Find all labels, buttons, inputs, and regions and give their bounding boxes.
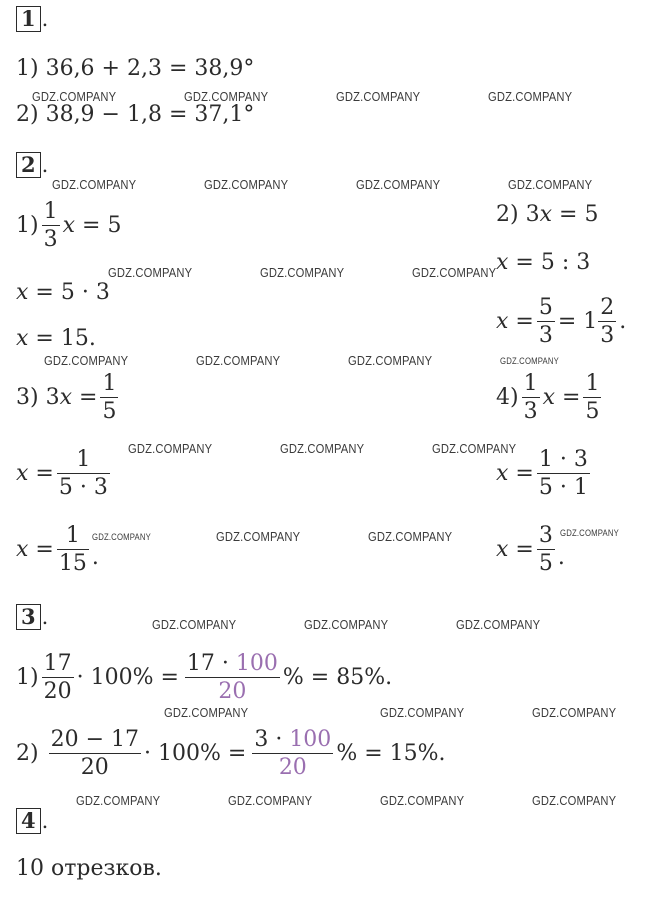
watermark: GDZ.COMPANY: [280, 441, 365, 456]
task2-part3-equation: 3) 3 x = $\frac{1}{5}$: [16, 371, 117, 425]
watermark: GDZ.COMPANY: [204, 177, 289, 192]
task2-part2-step2: x = $\frac{5}{3}$ = 1 $\frac{2}{3}$ .: [496, 295, 627, 349]
task3-line1: 1) $\frac{17}{20}$ · 100% = $\frac{17 \cdot 100}{20}$ % = 85%.: [16, 651, 393, 705]
watermark: GDZ.COMPANY: [76, 793, 161, 808]
task2-part2-step1: x = 5 : 3: [496, 250, 591, 275]
task2-part1-equation: 1) $\frac{1}{3}$ x = 5: [16, 199, 122, 253]
task-number-2: 2 .: [16, 152, 48, 178]
task3-line2: 2) $\frac{20 - 17}{20}$ · 100% = $\frac{3 \cdot 100}{20}$ % = 15%.: [16, 727, 446, 781]
watermark: GDZ.COMPANY: [108, 265, 193, 280]
watermark: GDZ.COMPANY: [432, 441, 517, 456]
task4-answer: 10 отрезков.: [16, 856, 162, 881]
task2-part4-step1: x = $\frac{1 \cdot 3}{5 \cdot 1}$: [496, 447, 588, 501]
watermark: GDZ.COMPANY: [500, 356, 559, 366]
task2-part1-step1: x = 5 · 3: [16, 280, 110, 305]
watermark: GDZ.COMPANY: [44, 353, 129, 368]
watermark: GDZ.COMPANY: [368, 529, 453, 544]
watermark: GDZ.COMPANY: [508, 177, 593, 192]
watermark: GDZ.COMPANY: [336, 89, 421, 104]
watermark: GDZ.COMPANY: [348, 353, 433, 368]
watermark: GDZ.COMPANY: [216, 529, 301, 544]
watermark: GDZ.COMPANY: [164, 705, 249, 720]
watermark: GDZ.COMPANY: [380, 793, 465, 808]
task2-part1-step2: x = 15.: [16, 326, 96, 351]
watermark: GDZ.COMPANY: [412, 265, 497, 280]
watermark: GDZ.COMPANY: [532, 793, 617, 808]
watermark: GDZ.COMPANY: [152, 617, 237, 632]
task2-part3-step1: x = $\frac{1}{5 \cdot 3}$: [16, 447, 108, 501]
watermark: GDZ.COMPANY: [260, 265, 345, 280]
task-number-4: 4 .: [16, 808, 48, 834]
watermark: GDZ.COMPANY: [228, 793, 313, 808]
task1-line2: 2) 38,9 − 1,8 = 37,1°: [16, 102, 255, 127]
task2-part4-equation: 4) $\frac{1}{3}$ x = $\frac{1}{5}$: [496, 371, 600, 425]
task-number-1: 1 .: [16, 6, 48, 32]
task2-part4-step2: x = $\frac{3}{5}$ .: [496, 523, 565, 577]
watermark: GDZ.COMPANY: [304, 617, 389, 632]
task1-line1: 1) 36,6 + 2,3 = 38,9°: [16, 56, 255, 81]
watermark: GDZ.COMPANY: [128, 441, 213, 456]
watermark: GDZ.COMPANY: [92, 532, 151, 542]
watermark: GDZ.COMPANY: [532, 705, 617, 720]
task2-part2-equation: 2) 3x = 5: [496, 202, 599, 227]
watermark: GDZ.COMPANY: [560, 528, 619, 538]
watermark: GDZ.COMPANY: [32, 89, 117, 104]
watermark: GDZ.COMPANY: [488, 89, 573, 104]
task2-part3-step2: x = $\frac{1}{15}$ .: [16, 523, 99, 577]
watermark: GDZ.COMPANY: [356, 177, 441, 192]
watermark: GDZ.COMPANY: [52, 177, 137, 192]
watermark: GDZ.COMPANY: [184, 89, 269, 104]
watermark: GDZ.COMPANY: [196, 353, 281, 368]
watermark: GDZ.COMPANY: [380, 705, 465, 720]
watermark: GDZ.COMPANY: [456, 617, 541, 632]
task-number-3: 3 .: [16, 604, 48, 630]
